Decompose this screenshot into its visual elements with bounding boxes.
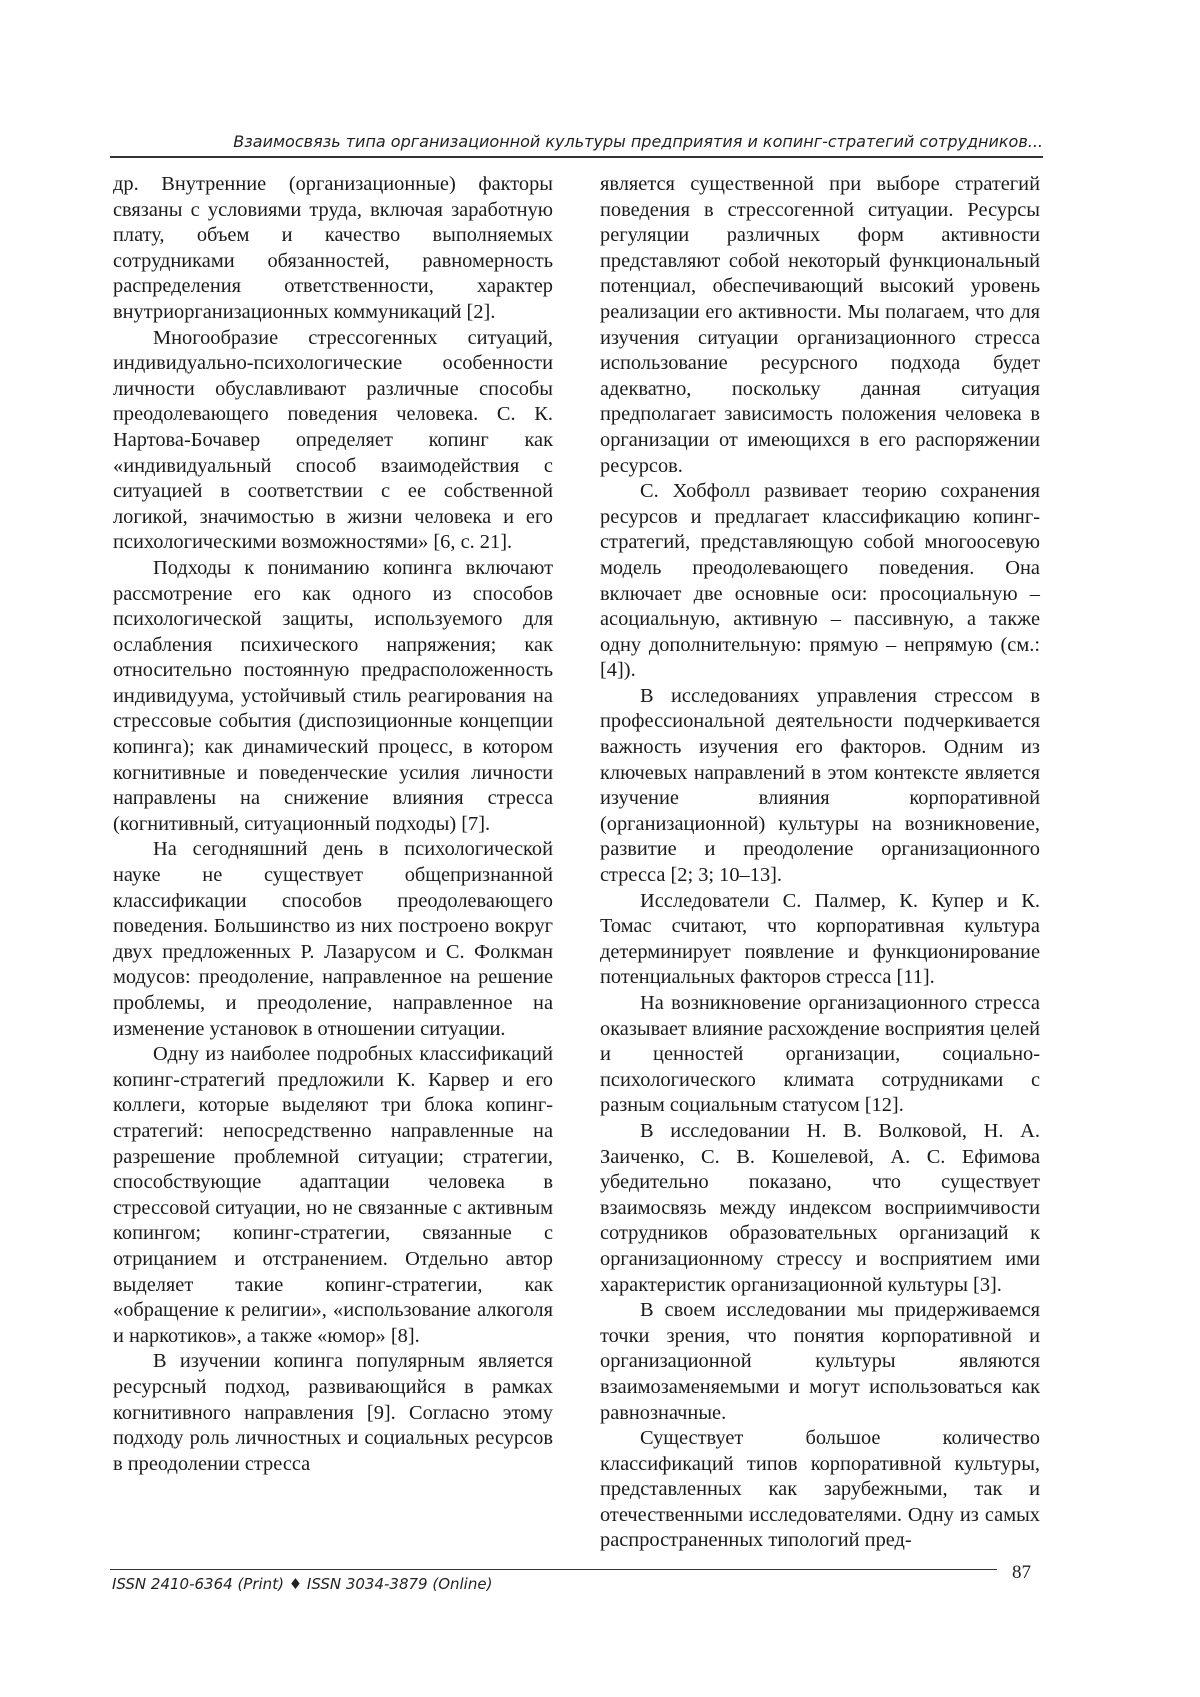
header-rule [110,156,1043,158]
paragraph: Одну из наиболее подробных классификаций копинг-стратегий предложили К. Карвер и его коллеги, которые выделяют три блока копинг-стратегий: непосредственно направленные на разрешение проблемной ситуации; стратегии, способствующие адаптации человека в стрессовой ситуации, но не связанные с активным копингом; копинг-стратегии, связанные с отрицанием и отстранением. Отдельно автор выделяет такие копинг-стратегии, как «обращение к религии», «использование алкоголя и наркотиков», а также «юмор» [8]. [113,1043,553,1347]
paragraph: Подходы к пониманию копинга включают рассмотрение его как одного из способов психологической защиты, используемого для ослабления психического напряжения; как относительно постоянную предрасположенность индивидуума, устойчивый стиль реагирования на стрессовые события (диспозиционные концепции копинга); как динамический процесс, в котором когнитивные и поведенческие усилия личности направлены на снижение влияния стресса (когнитивный, ситуационный подходы) [7]. [113,556,553,835]
paragraph: В своем исследовании мы придерживаемся точки зрения, что понятия корпоративной и организационной культуры являются взаимозаменяемыми и могут использоваться как равнозначные. [600,1299,1040,1424]
paragraph: Многообразие стрессогенных ситуаций, индивидуально-психологические особенности личности обуславливают различные способы преодолевающего поведения человека. С. К. Нартова-Бочавер определяет копинг как «индивидуальный способ взаимодействия с ситуацией в соответствии с ее собственной логикой, значимостью в жизни человека и его психологическими возможностями» [6, с. 21]. [113,326,553,554]
paragraph: В исследовании Н. В. Волковой, Н. А. Заиченко, С. В. Кошелевой, А. С. Ефимова убедительно показано, что существует взаимосвязь между индексом восприимчивости сотрудников образовательных организаций к организационному стрессу и восприятием ими характеристик организационной культуры [3]. [600,1119,1040,1296]
left-column [113,172,553,1477]
paragraph: Исследователи С. Палмер, К. Купер и К. Томас считают, что корпоративная культура детерминирует появление и функционирование потенциальных факторов стресса [11]. [600,889,1040,989]
paragraph: На возникновение организационного стресса оказывает влияние расхождение восприятия целей и ценностей организации, социально-психологического климата сотрудниками с разным социальным статусом [12]. [600,992,1040,1117]
paragraph: Существует большое количество классификаций типов корпоративной культуры, представленных как зарубежными, так и отечественными исследователями. Одну из самых распространенных типологий пред- [600,1427,1040,1552]
paragraph: С. Хобфолл развивает теорию сохранения ресурсов и предлагает классификацию копинг-стратегий, представляющую собой многоосевую модель преодолевающего поведения. Она включает две основные оси: просоциальную – асоциальную, активную – пассивную, а также одну дополнительную: прямую – непрямую (см.: [4]). [600,480,1040,682]
running-header: Взаимосвязь типа организационной культуры предприятия и копинг-стратегий сотрудников... [233,132,1043,151]
footer-rule [110,1569,997,1570]
paragraph: является существенной при выборе стратегий поведения в стрессогенной ситуации. Ресурсы регуляции различных форм активности представляют собой некоторый функциональный потенциал, обеспечивающий высокий уровень реализации его активности. Мы полагаем, что для изучения ситуации организационного стресса использование ресурсного подхода будет адекватно, поскольку данная ситуация предполагает зависимость положения человека в организации от имеющихся в его распоряжении ресурсов. [600,173,1040,477]
footer-issn: ISSN 2410-6364 (Print) ♦ ISSN 3034-3879 (Online) [112,1575,493,1593]
paragraph: На сегодняшний день в психологической науке не существует общепризнанной классификации способов преодолевающего поведения. Большинство из них построено вокруг двух предложенных Р. Лазарусом и С. Фолкман модусов: преодоление, направленное на решение проблемы, и преодоление, направленное на изменение установок в отношении ситуации. [113,838,553,1040]
paragraph: др. Внутренние (организационные) факторы связаны с условиями труда, включая заработную плату, объем и качество выполняемых сотрудниками обязанностей, равномерность распределения ответственности, характер внутриорганизационных коммуникаций [2]. [113,173,553,323]
page-number: 87 [1012,1562,1031,1583]
right-column [600,172,1040,1554]
paragraph: В исследованиях управления стрессом в профессиональной деятельности подчеркивается важность изучения его факторов. Одним из ключевых направлений в этом контексте является изучение влияния корпоративной (организационной) культуры на возникновение, развитие и преодоление организационного стресса [2; 3; 10–13]. [600,684,1040,887]
paragraph: В изучении копинга популярным является ресурсный подход, развивающийся в рамках когнитивного направления [9]. Согласно этому подходу роль личностных и социальных ресурсов в преодолении стресса [113,1350,553,1475]
